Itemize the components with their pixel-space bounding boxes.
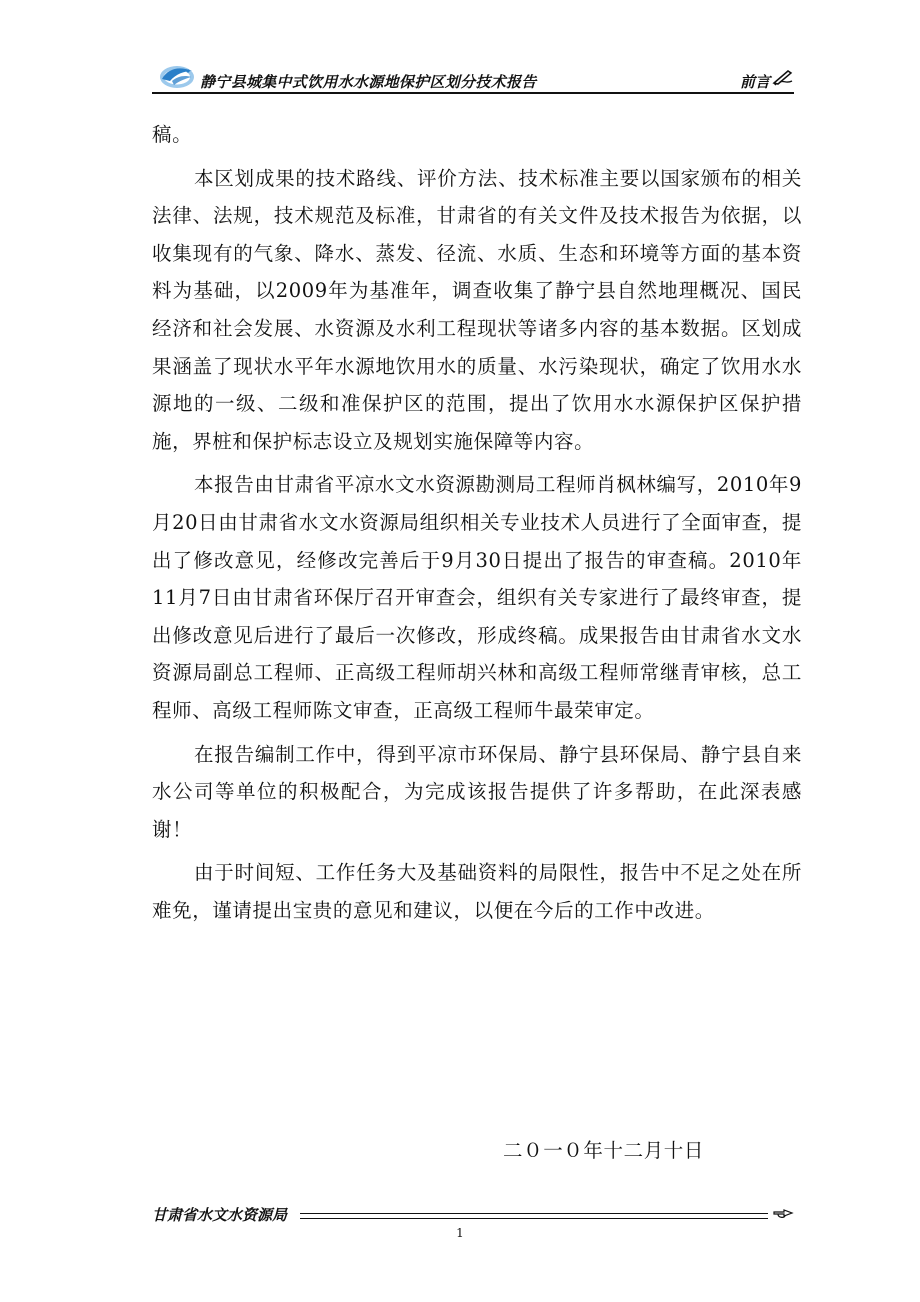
paragraph-methodology: 本区划成果的技术路线、评价方法、技术标准主要以国家颁布的相关法律、法规，技术规范及标准，甘肃省的有关文件及技术报告为依据，以收集现有的气象、降水、蒸发、径流、水质、生态和环境等方面的基本资料为基础，以2009年为基准年，调查收集了静宁县自然地理概况、国民经济和社会发展、水资源及水利工程现状等诸多内容的基本数据。区划成果涵盖了现状水平年水源地饮用水的质量、水污染现状，确定了饮用水水源地的一级、二级和准保护区的范围，提出了饮用水水源保护区保护措施，界桩和保护标志设立及规划实施保障等内容。 bbox=[152, 166, 802, 453]
document-title: 静宁县城集中式饮用水水源地保护区划分技术报告 bbox=[200, 73, 537, 91]
bird-logo-icon bbox=[158, 62, 196, 90]
paragraph-acknowledgement: 在报告编制工作中，得到平凉市环保局、静宁县环保局、静宁县自来水公司等单位的积极配合，为完成该报告提供了许多帮助，在此深表感谢！ bbox=[152, 742, 802, 841]
paragraph-authorship: 本报告由甘肃省平凉水文水资源勘测局工程师肖枫林编写，2010年9月20日由甘肃省水文水资源局组织相关专业技术人员进行了全面审查，提出了修改意见，经修改完善后于9月30日提出了报告的审查稿。2010年11月7日由甘肃省环保厅召开审查会，组织有关专家进行了最终审查，提出修改意见后进行了最后一次修改，形成终稿。成果报告由甘肃省水文水资源局副总工程师、正高级工程师胡兴林和高级工程师常继青审核，总工程师、高级工程师陈文审查，正高级工程师牛最荣审定。 bbox=[152, 473, 802, 722]
section-title: 前言 bbox=[739, 73, 770, 91]
page-header bbox=[152, 60, 794, 94]
signature-date: 二０一０年十二月十日 bbox=[503, 1139, 705, 1162]
header-rule bbox=[152, 92, 794, 94]
pen-writing-icon bbox=[772, 68, 794, 86]
paragraph-disclaimer: 由于时间短、工作任务大及基础资料的局限性，报告中不足之处在所难免，谨请提出宝贵的意见和建议，以便在今后的工作中改进。 bbox=[152, 861, 802, 922]
paragraph-continuation: 稿。 bbox=[152, 123, 193, 146]
page-number: 1 bbox=[456, 1226, 464, 1240]
pointing-hand-icon bbox=[772, 1206, 794, 1222]
footer-rule bbox=[300, 1213, 768, 1219]
document-body bbox=[152, 116, 802, 929]
footer-organization: 甘肃省水文水资源局 bbox=[152, 1206, 288, 1224]
